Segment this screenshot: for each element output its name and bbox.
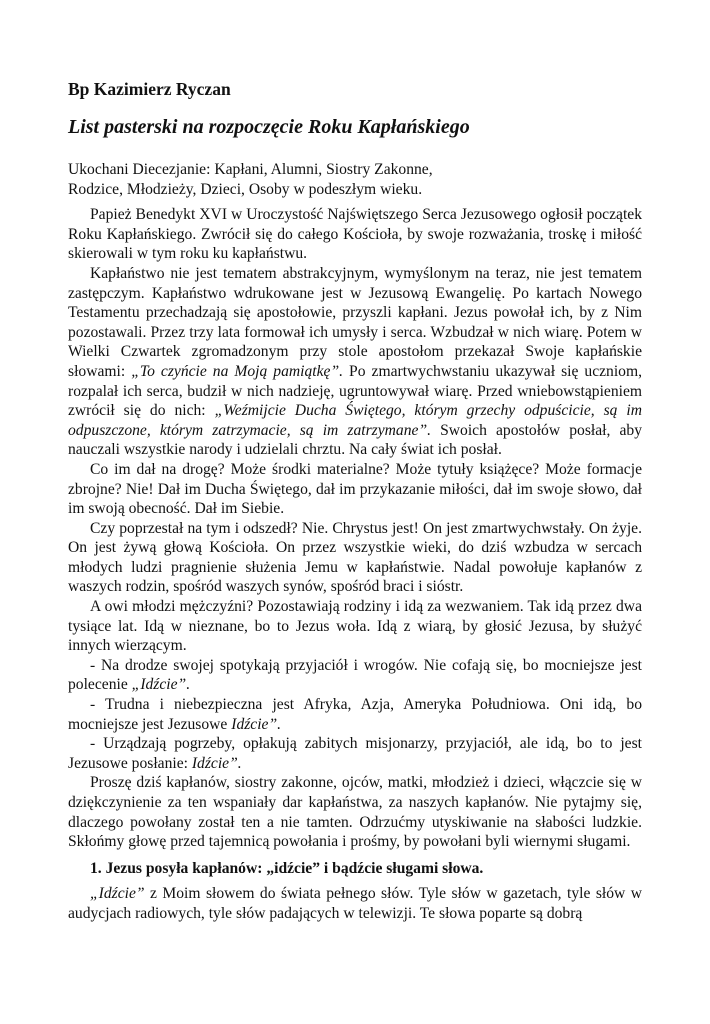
paragraph-text: Swoich apostołów posłał, aby nauczali wszystkie narody i udzielali chrztu. Na cały świat ich posłał. xyxy=(68,421,642,459)
paragraph xyxy=(68,264,642,460)
paragraph-text: A owi młodzi mężczyźni? Pozostawiają rodziny i idą za wezwaniem. Tak idą przez dwa tysiące lat. Idą w nieznane, bo to Jezus woła. Idą z wiarą, by głosić Jezusa, by służyć innych wierzącym. xyxy=(68,598,642,655)
paragraph xyxy=(68,460,642,519)
author-name: Bp Kazimierz Ryczan xyxy=(68,79,231,99)
paragraph-text: Czy poprzestał na tym i odszedł? Nie. Chrystus jest! On jest zmartwychwstały. On żyje. On jest żywą głową Kościoła. On przez wszystkie wieki, do dziś wzbudza w sercach młodych ludzi pragnienie służenia Jemu w kapłaństwie. Nadal powołuje kapłanów z waszych rodzin, spośród waszych synów, spośród braci i sióstr. xyxy=(68,519,642,596)
paragraph-text: Papież Benedykt XVI w Uroczystość Najświętszego Serca Jezusowego ogłosił początek Roku Kapłańskiego. Zwrócił się do całego Kościoła, by swoje rozważania, troskę i miłość skierowali w tym roku ku kapłaństwu. xyxy=(68,206,642,263)
paragraph-text: - Trudna i niebezpieczna jest Afryka, Azja, Ameryka Południowa. Oni idą, bo mocniejsze jest Jezusowe xyxy=(68,696,642,733)
quotation: Idźcie”. xyxy=(231,715,282,733)
paragraph-text: Po zmartwychwstaniu ukazywał się uczniom, rozpalał ich serca, budził w nich nadzieję, ugruntowywał wiarę. Przed wniebowstąpieniem zwrócił się do nich: xyxy=(68,362,642,420)
quotation: „Idźcie” xyxy=(90,885,145,903)
paragraph xyxy=(68,734,642,773)
paragraph xyxy=(68,695,642,734)
paragraph xyxy=(68,597,642,656)
quotation: Idźcie”. xyxy=(191,754,242,772)
document-body xyxy=(68,160,642,924)
paragraph-text: Kapłaństwo nie jest tematem abstrakcyjnym, wymyślonym na teraz, nie jest tematem zastępczym. Kapłaństwo wdrukowane jest w Jezusową Ewangelię. Po kartach Nowego Testamentu przechadzają się apostołowie, przyszli kapłani. Jezus powołał ich, by z Nim pozostawali. Przez trzy lata formował ich umysły i serca. Wzbudzał w nich wiarę. Potem w Wielki Czwartek zgromadzonym przy stole apostołom przekazał Swoje kapłańskie słowami: xyxy=(68,264,642,380)
quotation: „To czyńcie na Moją pamiątkę”. xyxy=(131,362,344,380)
section-heading: 1. Jezus posyła kapłanów: „idźcie” i bądźcie sługami słowa. xyxy=(90,859,484,877)
paragraph xyxy=(68,884,642,923)
salutation-line: Rodzice, Młodzieży, Dzieci, Osoby w podeszłym wieku. xyxy=(68,180,423,198)
paragraph xyxy=(68,205,642,264)
quotation: „Idźcie”. xyxy=(131,676,191,694)
quotation: „Weźmijcie Ducha Świętego, którym grzechy odpuścicie, są im odpuszczone, którym zatrzymacie, są im zatrzymane”. xyxy=(68,402,642,439)
paragraph xyxy=(68,773,642,851)
salutation xyxy=(68,160,642,199)
paragraph-text: z Moim słowem do świata pełnego słów. Tyle słów w gazetach, tyle słów w audycjach radiowych, tyle słów padających w telewizji. Te słowa poparte są dobrą xyxy=(68,885,642,922)
document-title: List pasterski na rozpoczęcie Roku Kapłańskiego xyxy=(68,116,470,138)
paragraph-text: Co im dał na drogę? Może środki materialne? Może tytuły książęce? Może formacje zbrojne? Nie! Dał im Ducha Świętego, dał im przykazanie miłości, dał im swoje słowo, dał im swoją obecność. Dał im Siebie. xyxy=(68,460,642,518)
paragraph-text: - Urządzają pogrzeby, opłakują zabitych misjonarzy, przyjaciół, ale idą, bo to jest Jezusowe posłanie: xyxy=(68,735,642,772)
paragraph xyxy=(68,656,642,695)
paragraph-text: - Na drodze swojej spotykają przyjaciół i wrogów. Nie cofają się, bo mocniejsze jest polecenie xyxy=(68,656,642,694)
paragraph xyxy=(68,519,642,597)
salutation-line: Ukochani Diecezjanie: Kapłani, Alumni, Siostry Zakonne, xyxy=(68,161,433,178)
paragraph-text: Proszę dziś kapłanów, siostry zakonne, ojców, matki, młodzież i dzieci, włączcie się w dziękczynienie za ten wspaniały dar kapłaństwa, za naszych kapłanów. Nie pytajmy się, dlaczego powołany został ten a nie tamten. Odrzućmy utyskiwanie na słabości ludzkie. Skłońmy głowę przed tajemnicą powołania i prośmy, by powołani byli wiernymi sługami. xyxy=(68,774,642,851)
